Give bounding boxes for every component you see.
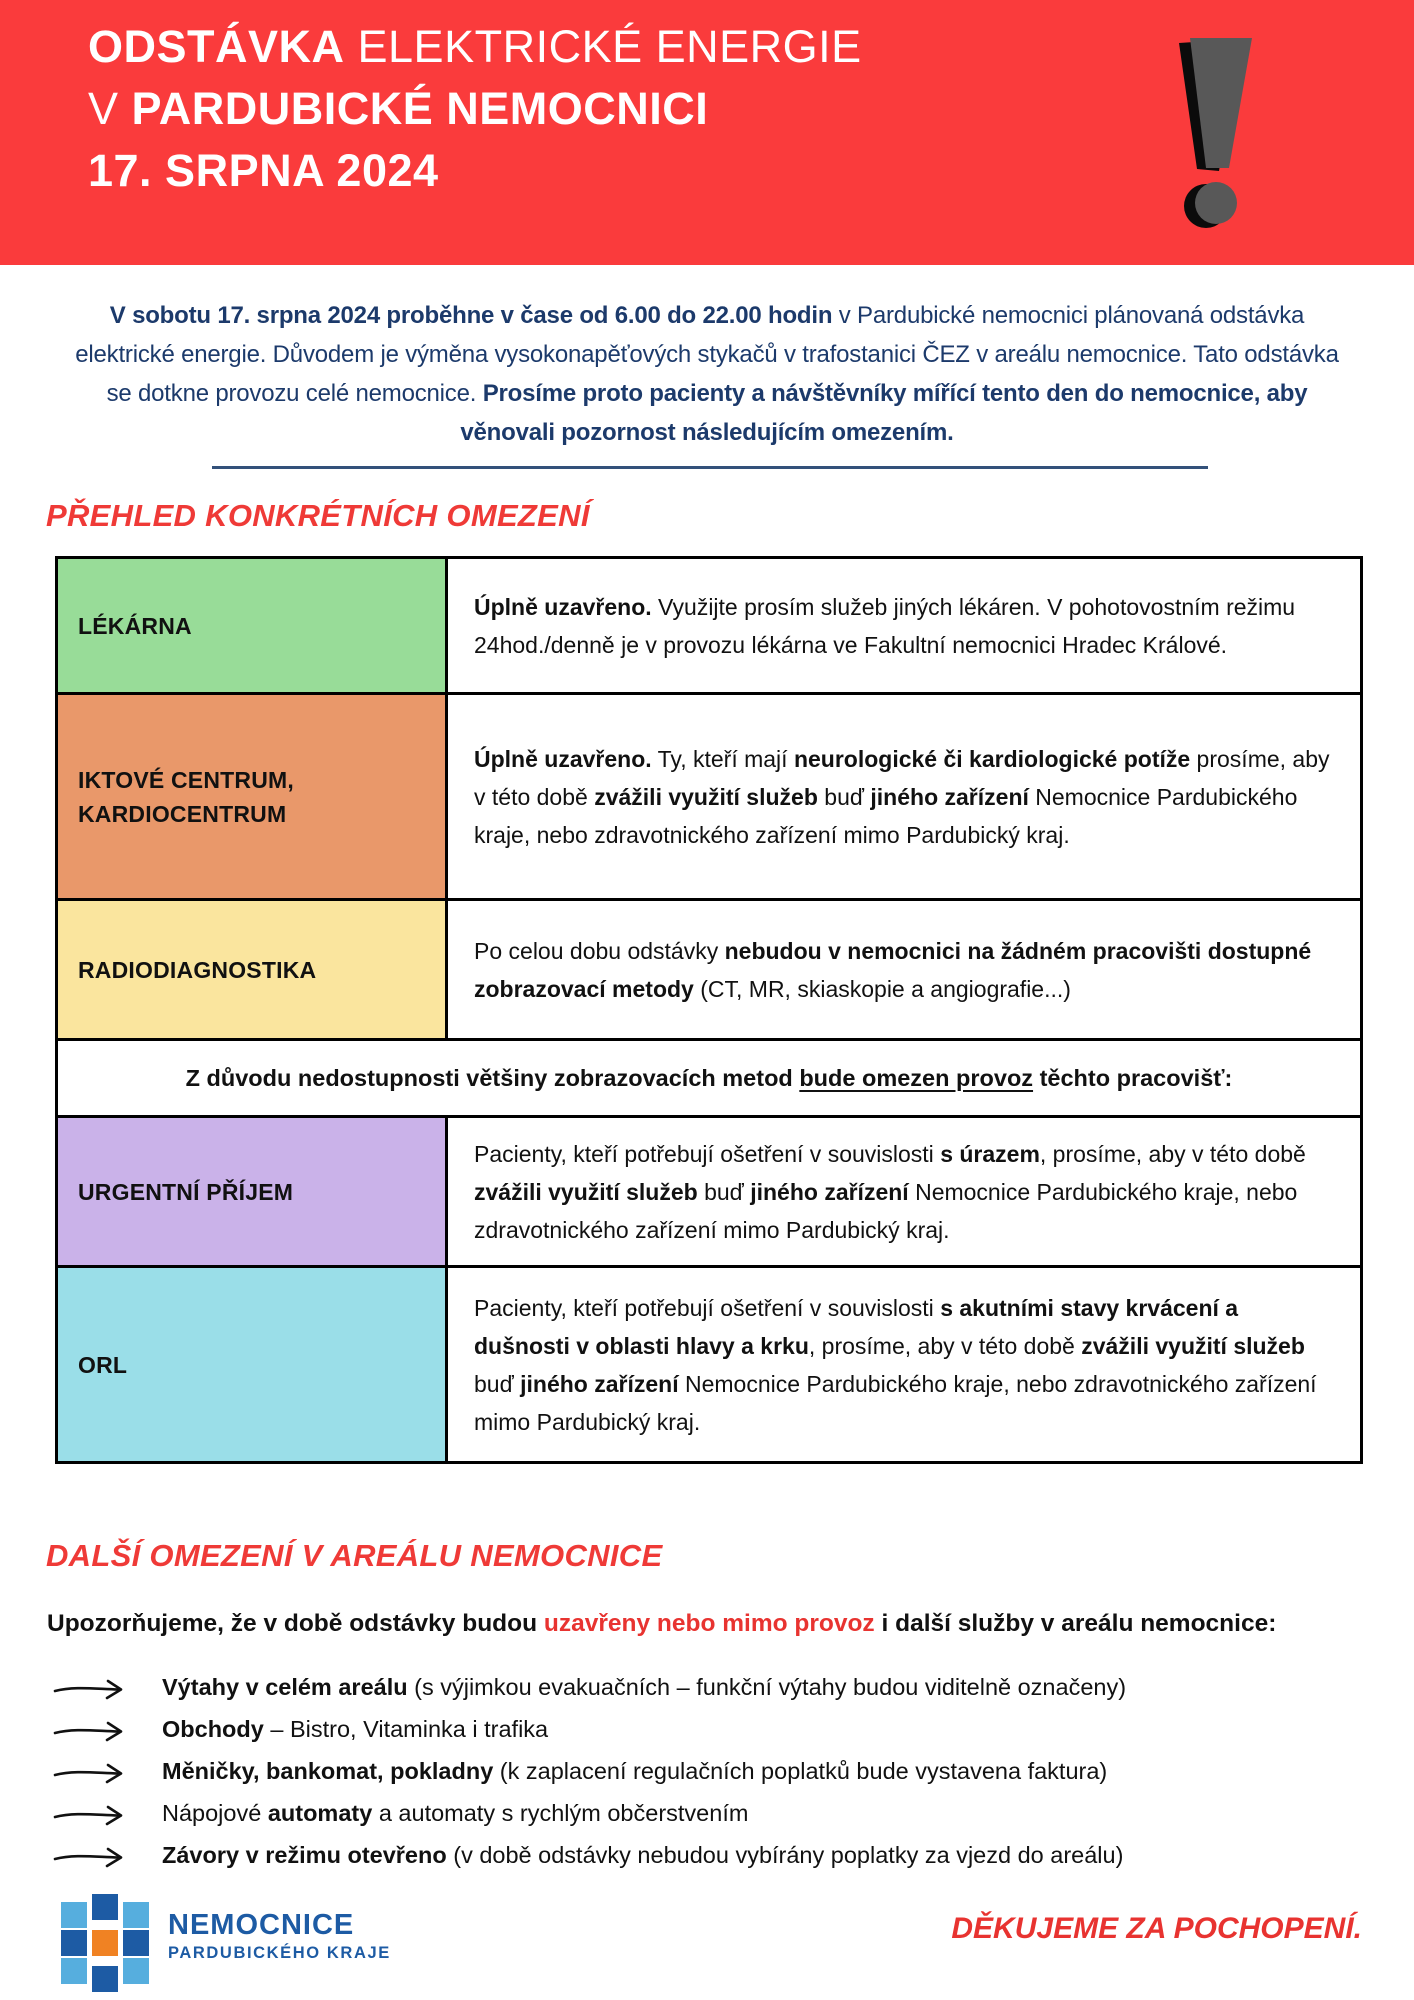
row-text-lekarna <box>448 559 1360 692</box>
logo-square <box>92 1930 118 1956</box>
separator-line <box>212 466 1208 469</box>
title-line-1: ODSTÁVKA ELEKTRICKÉ ENERGIE <box>88 21 862 72</box>
list-item-text: Měničky, bankomat, pokladny (k zaplacení regulačních poplatků bude vystavena faktura) <box>162 1758 1108 1784</box>
thanks-message: DĚKUJEME ZA POCHOPENÍ. <box>951 1912 1362 1945</box>
row-label-urgentni-prijem: URGENTNÍ PŘÍJEM <box>58 1118 448 1265</box>
list-item-obchody <box>52 1714 1382 1745</box>
table-row-iktove-centrum <box>58 695 1360 901</box>
list-item-menicky <box>52 1756 1382 1787</box>
logo-subtitle: PARDUBICKÉHO KRAJE <box>168 1944 391 1962</box>
table-row-lekarna <box>58 559 1360 695</box>
row-text-radiodiagnostika <box>448 901 1360 1038</box>
table-row-radiodiagnostika <box>58 901 1360 1041</box>
list-item-vytahy <box>52 1672 1382 1703</box>
logo-square <box>123 1902 149 1928</box>
row-text-orl <box>448 1268 1360 1461</box>
arrow-icon <box>52 1845 130 1871</box>
table-row-orl <box>58 1268 1360 1461</box>
restrictions-table <box>55 556 1363 1464</box>
hospital-logo-icon <box>58 1892 152 1994</box>
overview-section-title: PŘEHLED KONKRÉTNÍCH OMEZENÍ <box>46 498 590 533</box>
arrow-icon <box>52 1719 130 1745</box>
logo-square <box>123 1930 149 1956</box>
logo-name: NEMOCNICE <box>168 1909 355 1941</box>
row-label-orl: ORL <box>58 1268 448 1461</box>
logo-square <box>123 1958 149 1984</box>
restrictions-list <box>52 1672 1382 1882</box>
intro-paragraph: V sobotu 17. srpna 2024 proběhne v čase od 6.00 do 22.00 hodin v Pardubické nemocnici plánovaná odstávka elektrické energie. Důvodem je výměna vysokonapěťových stykačů v trafostanici ČEZ v areálu nemocnice. Tato odstávka se dotkne provozu celé nemocnice. Prosíme proto pacienty a návštěvníky mířící tento den do nemocnice, aby věnovali pozornost následujícím omezením. <box>75 302 1339 446</box>
logo-square <box>61 1902 87 1928</box>
row-label-radiodiagnostika: RADIODIAGNOSTIKA <box>58 901 448 1038</box>
list-item-automaty <box>52 1798 1382 1829</box>
row-text-iktove-centrum <box>448 695 1360 898</box>
logo-square <box>92 1894 118 1920</box>
list-item-zavory <box>52 1840 1382 1871</box>
title-line-2: V PARDUBICKÉ NEMOCNICI <box>88 83 709 134</box>
hospital-logo-text <box>168 1909 391 1977</box>
banner <box>0 0 1414 265</box>
table-row-urgentni-prijem <box>58 1118 1360 1268</box>
row-label-lekarna: LÉKÁRNA <box>58 559 448 692</box>
arrow-icon <box>52 1761 130 1787</box>
page-title <box>88 16 862 202</box>
row-text-urgentni-prijem <box>448 1118 1360 1265</box>
title-line-3: 17. SRPNA 2024 <box>88 145 439 196</box>
row-text-content: Po celou dobu odstávky nebudou v nemocnici na žádném pracovišti dostupné zobrazovací metody (CT, MR, skiaskopie a angiografie...) <box>474 937 1312 1002</box>
warning-paragraph: Upozorňujeme, že v době odstávky budou uzavřeny nebo mimo provoz i další služby v areálu nemocnice: <box>47 1610 1277 1637</box>
exclamation-icon <box>1150 28 1270 253</box>
arrow-icon <box>52 1803 130 1829</box>
row-text-content: Úplně uzavřeno. Ty, kteří mají neurologické či kardiologické potíže prosíme, aby v této době zvážili využití služeb buď jiného zařízení Nemocnice Pardubického kraje, nebo zdravotnického zařízení mimo Pardubický kraj. <box>474 745 1330 848</box>
row-label-iktove-centrum: IKTOVÉ CENTRUM, KARDIOCENTRUM <box>58 695 448 898</box>
row-text-content: Úplně uzavřeno. Využijte prosím služeb jiných lékáren. V pohotovostním režimu 24hod./denně je v provozu lékárna ve Fakultní nemocnici Hradec Králové. <box>474 593 1296 658</box>
row-text-content: Pacienty, kteří potřebují ošetření v souvislosti s akutními stavy krvácení a dušnosti v oblasti hlavy a krku, prosíme, aby v této době zvážili využití služeb buď jiného zařízení Nemocnice Pardubického kraje, nebo zdravotnického zařízení mimo Pardubický kraj. <box>474 1294 1317 1435</box>
logo-square <box>61 1930 87 1956</box>
list-item-text: Obchody – Bistro, Vitaminka i trafika <box>162 1716 549 1742</box>
logo-square <box>61 1958 87 1984</box>
hospital-logo <box>58 1892 391 1994</box>
arrow-icon <box>52 1677 130 1703</box>
list-item-text: Výtahy v celém areálu (s výjimkou evakuačních – funkční výtahy budou viditelně označeny) <box>162 1674 1127 1700</box>
list-item-text: Nápojové automaty a automaty s rychlým občerstvením <box>162 1800 749 1826</box>
row-text-content: Pacienty, kteří potřebují ošetření v souvislosti s úrazem, prosíme, aby v této době zvážili využití služeb buď jiného zařízení Nemocnice Pardubického kraje, nebo zdravotnického zařízení mimo Pardubický kraj. <box>474 1140 1306 1243</box>
list-item-text: Závory v režimu otevřeno (v době odstávky nebudou vybírány poplatky za vjezd do areálu) <box>162 1842 1124 1868</box>
logo-square <box>92 1966 118 1992</box>
more-restrictions-section-title: DALŠÍ OMEZENÍ V AREÁLU NEMOCNICE <box>46 1538 663 1573</box>
table-note-row: Z důvodu nedostupnosti většiny zobrazovacích metod bude omezen provoz těchto pracovišť: <box>58 1041 1360 1118</box>
